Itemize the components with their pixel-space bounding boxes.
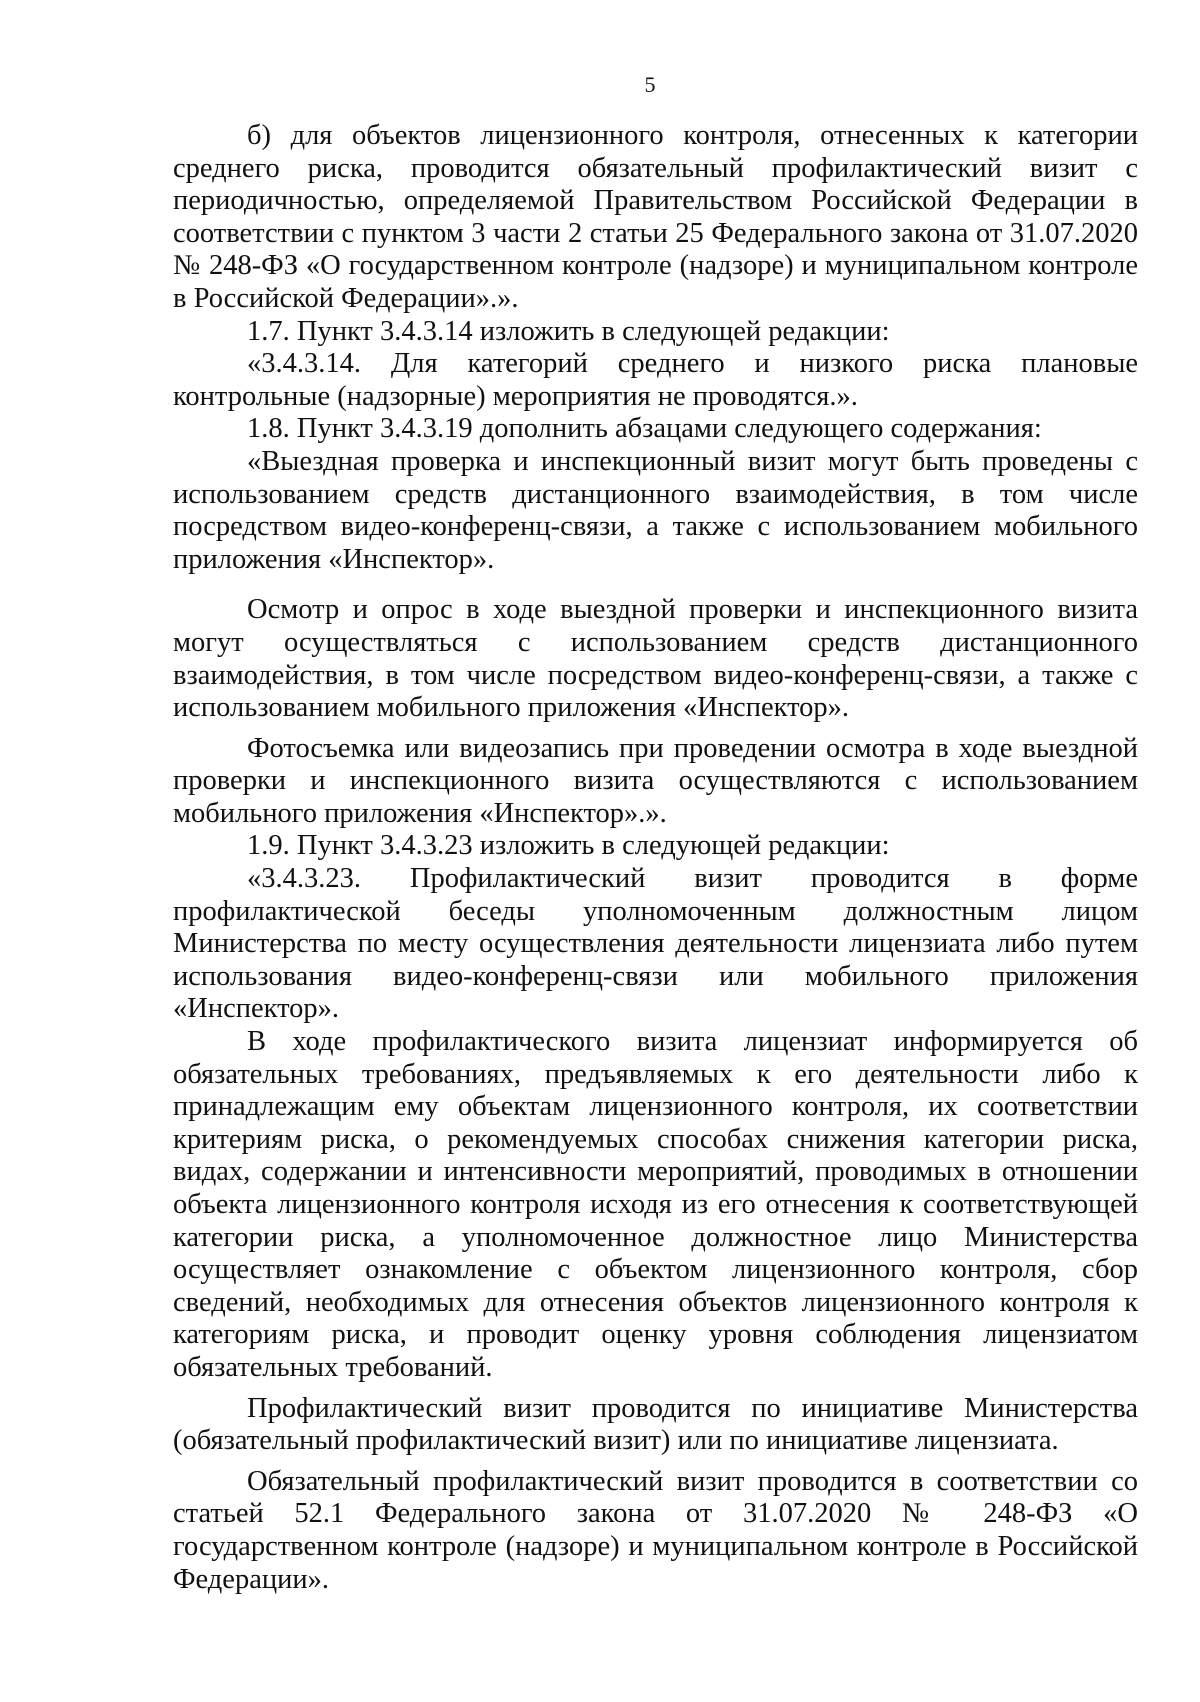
paragraph-clause-1-7: 1.7. Пункт 3.4.3.14 изложить в следующей редакции: (247, 315, 890, 347)
paragraph-preventive-visit-info: В ходе профилактического визита лицензиат информируется об обязательных требованиях, предъявляемых к его деятельности либо к принадлежащим ему объектам лицензионного контроля, их соответствии критериям риска, о рекомендуемых способах снижения категории риска, видах, содержании и интенсивности мероприятий, проводимых в отношении объекта лицензионного контроля исходя из его отнесения к соответствующей категории риска, а уполномоченное должностное лицо Министерства осуществляет ознакомление с объектом лицензионного контроля, сбор сведений, необходимых для отнесения объектов лицензионного контроля к категориям риска, и проводит оценку уровня соблюдения лицензиатом обязательных требований. (173, 1026, 1138, 1383)
paragraph-clause-1-9: 1.9. Пункт 3.4.3.23 изложить в следующей редакции: (247, 830, 890, 862)
paragraph-item-b: б) для объектов лицензионного контроля, отнесенных к категории среднего риска, проводится обязательный профилактический визит с периодичностью, определяемой Правительством Российской Федерации в соответствии с пунктом 3 части 2 статьи 25 Федерального закона от 31.07.2020 № 248-ФЗ «О государственном контроле (надзоре) и муниципальном контроле в Российской Федерации».». (173, 120, 1138, 314)
paragraph-mandatory-visit: Обязательный профилактический визит проводится в соответствии со статьей 52.1 Федерального закона от 31.07.2020 № 248-ФЗ «О государственном контроле (надзоре) и муниципальном контроле в Российской Федерации». (173, 1465, 1138, 1595)
paragraph-visit-initiative: Профилактический визит проводится по инициативе Министерства (обязательный профилактический визит) или по инициативе лицензиата. (173, 1392, 1138, 1457)
paragraph-field-inspection: «Выездная проверка и инспекционный визит могут быть проведены с использованием средств дистанционного взаимодействия, в том числе посредством видео-конференц-связи, а также с использованием мобильного приложения «Инспектор». (173, 445, 1138, 575)
document-body (173, 120, 1138, 1596)
paragraph-3-4-3-14-text: «3.4.3.14. Для категорий среднего и низкого риска плановые контрольные (надзорные) мероприятия не проводятся.». (173, 348, 1138, 412)
paragraph-inspection-survey: Осмотр и опрос в ходе выездной проверки и инспекционного визита могут осуществляться с использованием средств дистанционного взаимодействия, в том числе посредством видео-конференц-связи, а также с использованием мобильного приложения «Инспектор». (173, 594, 1138, 724)
paragraph-photo-video: Фотосъемка или видеозапись при проведении осмотра в ходе выездной проверки и инспекционного визита осуществляются с использованием мобильного приложения «Инспектор».». (173, 732, 1138, 829)
page-number: 5 (644, 72, 656, 97)
paragraph-clause-1-8: 1.8. Пункт 3.4.3.19 дополнить абзацами следующего содержания: (247, 413, 1042, 445)
paragraph-3-4-3-23-text: «3.4.3.23. Профилактический визит проводится в форме профилактической беседы уполномоченным должностным лицом Министерства по месту осуществления деятельности лицензиата либо путем использования видео-конференц-связи или мобильного приложения «Инспектор». (173, 863, 1138, 1025)
